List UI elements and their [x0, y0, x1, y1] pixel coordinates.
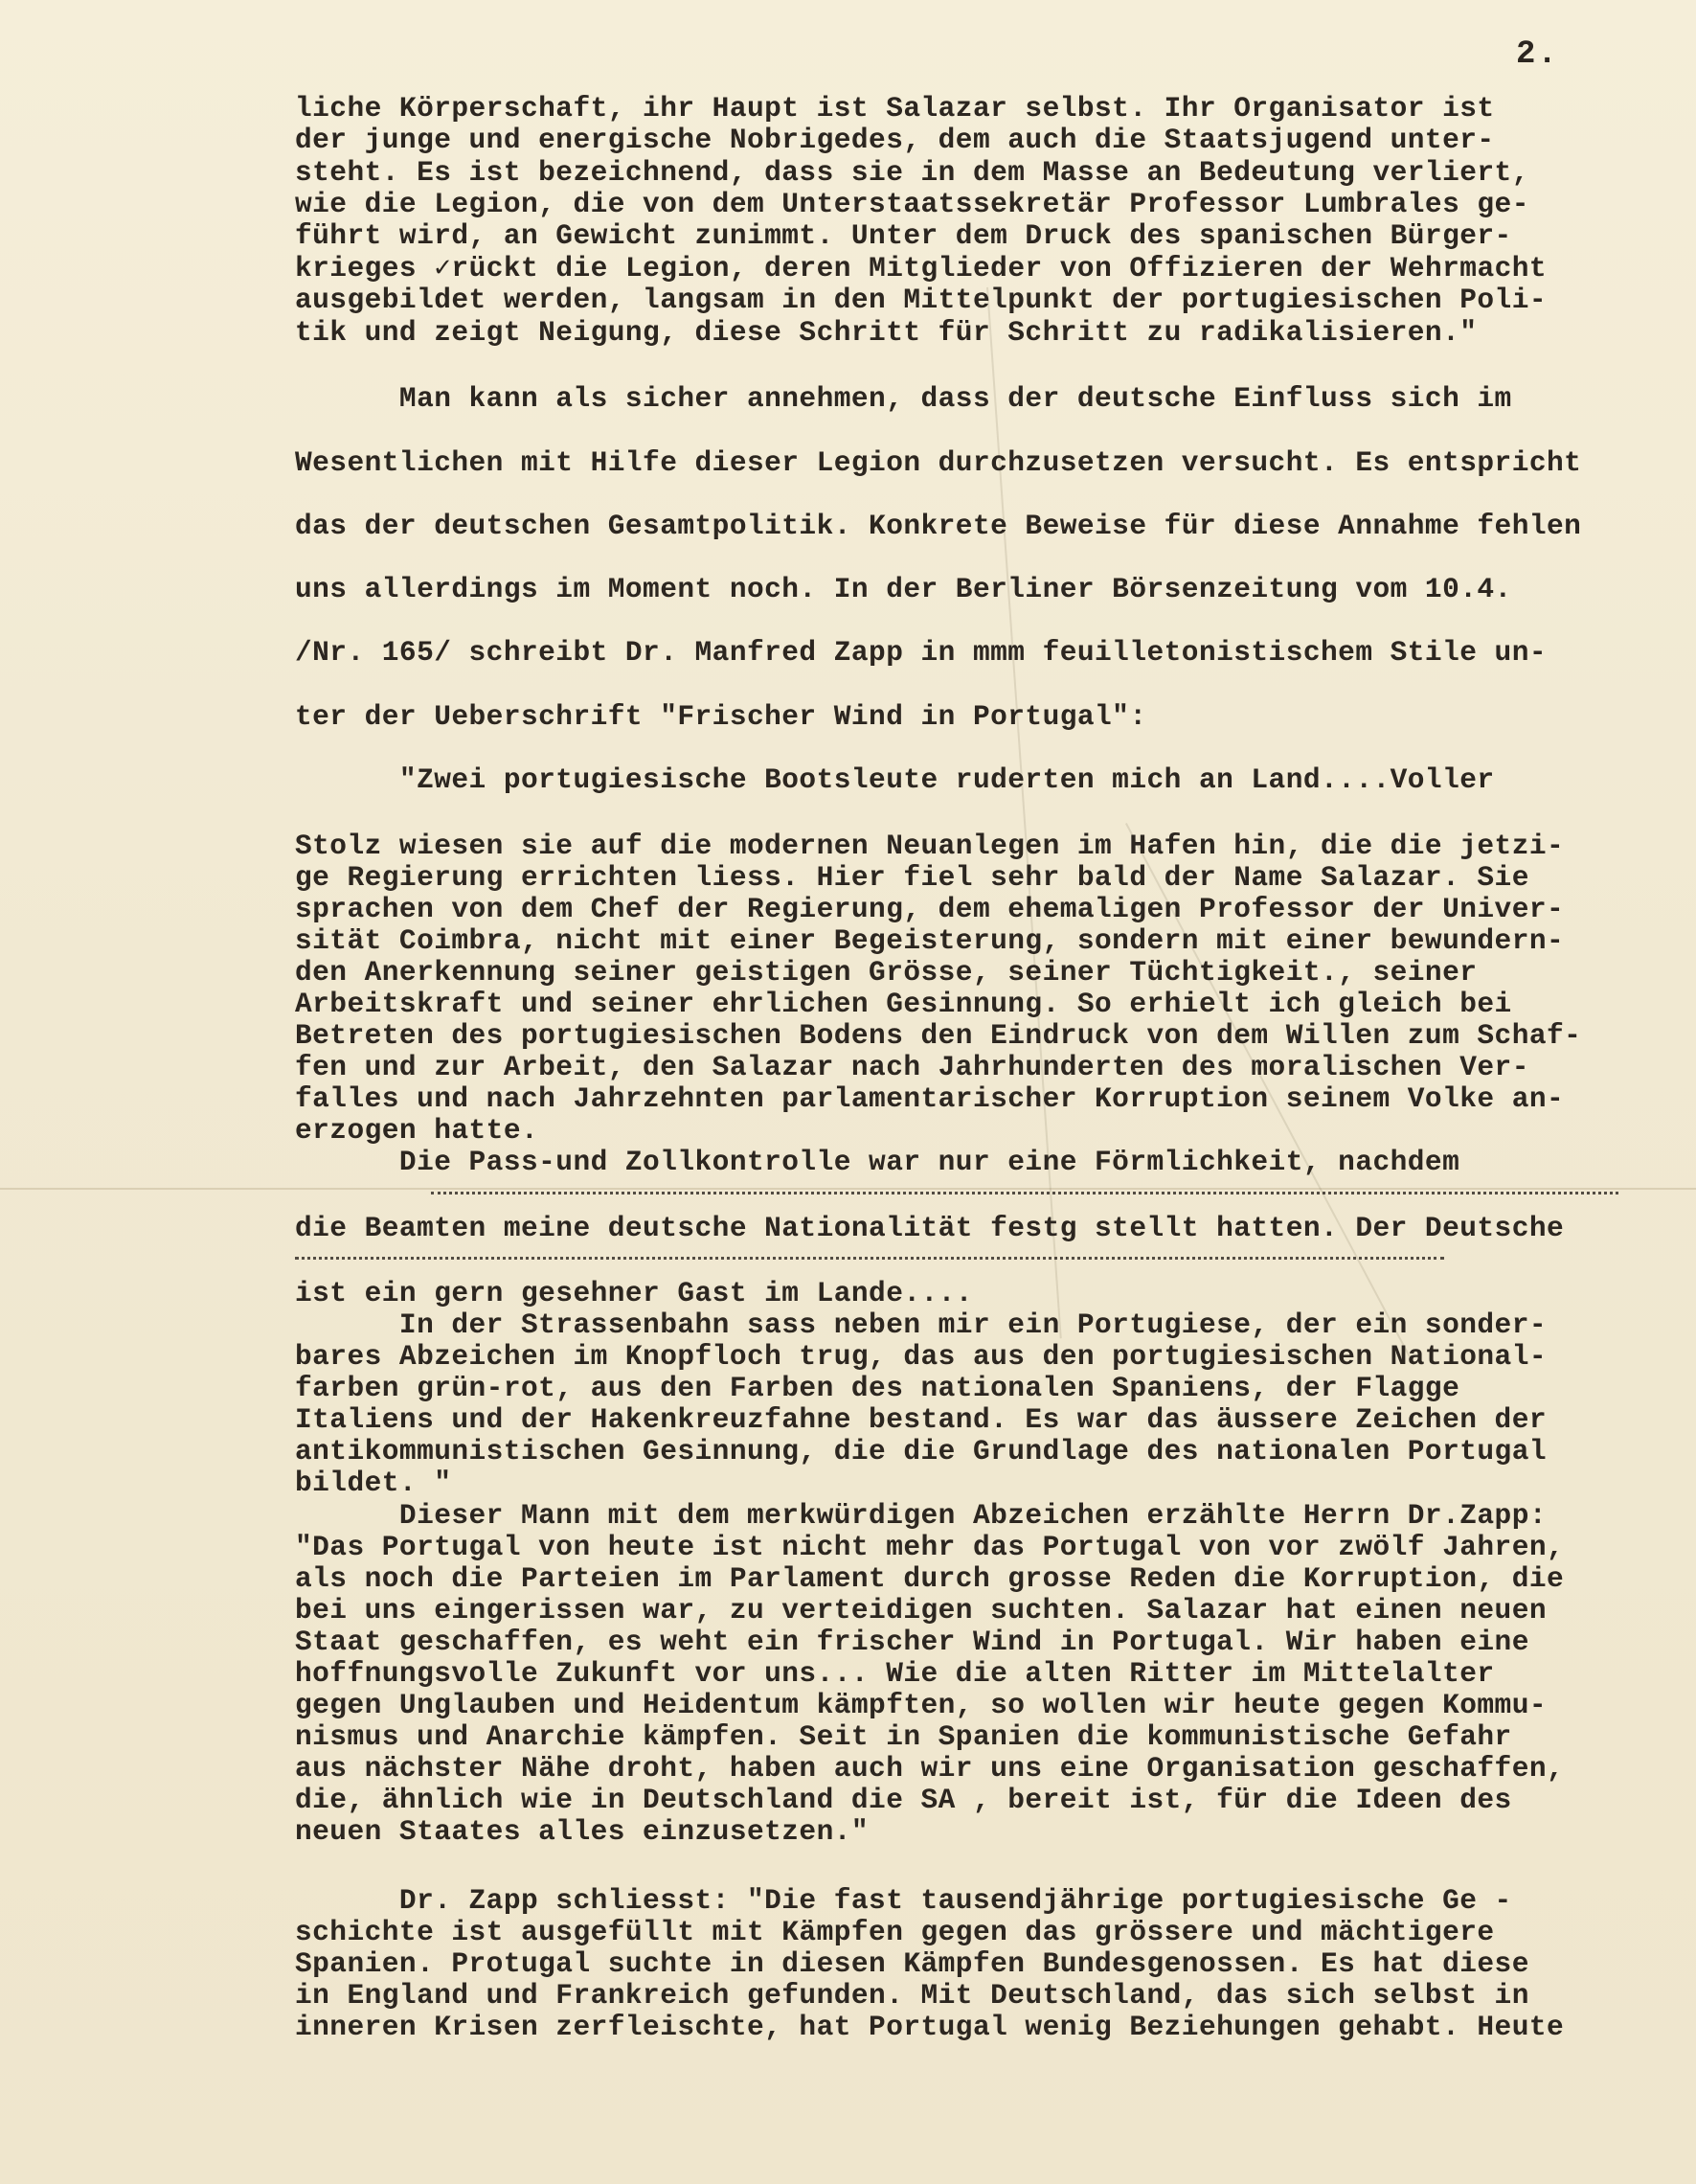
- text-line: den Anerkennung seiner geistigen Grösse, seiner Tüchtigkeit., seiner: [295, 956, 1478, 989]
- text-line: bares Abzeichen im Knopfloch trug, das aus den portugiesischen National-: [295, 1340, 1548, 1373]
- text-line: gegen Unglauben und Heidentum kämpften, so wollen wir heute gegen Kommu-: [295, 1689, 1548, 1721]
- text-line: uns allerdings im Moment noch. In der Berliner Börsenzeitung vom 10.4.: [295, 573, 1512, 605]
- text-line: ist ein gern gesehner Gast im Lande....: [295, 1277, 973, 1309]
- text-line: sität Coimbra, nicht mit einer Begeisterung, sondern mit einer bewundern-: [295, 924, 1565, 957]
- text-line: Dr. Zapp schliesst: "Die fast tausendjährige portugiesische Ge -: [295, 1884, 1512, 1917]
- text-line: antikommunistischen Gesinnung, die die Grundlage des nationalen Portugal: [295, 1435, 1548, 1467]
- text-line: Spanien. Protugal suchte in diesen Kämpfen Bundesgenossen. Es hat diese: [295, 1947, 1529, 1980]
- text-line: Die Pass-und Zollkontrolle war nur eine Förmlichkeit, nachdem: [295, 1146, 1460, 1178]
- text-line: Italiens und der Hakenkreuzfahne bestand. Es war das äussere Zeichen der: [295, 1403, 1548, 1436]
- text-line: fen und zur Arbeit, den Salazar nach Jahrhunderten des moralischen Ver-: [295, 1051, 1529, 1083]
- text-line: /Nr. 165/ schreibt Dr. Manfred Zapp in mmm feuilletonistischem Stile un-: [295, 636, 1548, 669]
- text-line: Arbeitskraft und seiner ehrlichen Gesinnung. So erhielt ich gleich bei: [295, 988, 1512, 1020]
- text-line: Wesentlichen mit Hilfe dieser Legion durchzusetzen versucht. Es entspricht: [295, 446, 1582, 479]
- text-line: als noch die Parteien im Parlament durch grosse Reden die Korruption, die: [295, 1562, 1565, 1595]
- text-line: steht. Es ist bezeichnend, dass sie in dem Masse an Bedeutung verliert,: [295, 156, 1529, 189]
- page-number: 2.: [1516, 36, 1559, 73]
- text-line: ausgebildet werden, langsam in den Mittelpunkt der portugiesischen Poli-: [295, 284, 1548, 316]
- text-line: wie die Legion, die von dem Unterstaatssekretär Professor Lumbrales ge-: [295, 188, 1529, 220]
- paper-crease: [986, 287, 1062, 1338]
- text-line: tik und zeigt Neigung, diese Schritt für Schritt zu radikalisieren.": [295, 316, 1478, 349]
- text-line: bildet. ": [295, 1467, 452, 1499]
- text-line: Dieser Mann mit dem merkwürdigen Abzeichen erzählte Herrn Dr.Zapp:: [295, 1499, 1548, 1532]
- text-line: Man kann als sicher annehmen, dass der deutsche Einfluss sich im: [295, 382, 1512, 415]
- text-line: Betreten des portugiesischen Bodens den Eindruck von dem Willen zum Schaf-: [295, 1019, 1582, 1052]
- text-line: aus nächster Nähe droht, haben auch wir uns eine Organisation geschaffen,: [295, 1752, 1565, 1785]
- text-line: hoffnungsvolle Zukunft vor uns... Wie die alten Ritter im Mittelalter: [295, 1657, 1495, 1690]
- text-line: schichte ist ausgefüllt mit Kämpfen gegen das grössere und mächtigere: [295, 1916, 1495, 1948]
- text-line: führt wird, an Gewicht zunimmt. Unter dem Druck des spanischen Bürger-: [295, 219, 1512, 252]
- text-line: das der deutschen Gesamtpolitik. Konkrete Beweise für diese Annahme fehlen: [295, 510, 1582, 542]
- text-line: nismus und Anarchie kämpfen. Seit in Spanien die kommunistische Gefahr: [295, 1720, 1512, 1753]
- text-line: falles und nach Jahrzehnten parlamentarischer Korruption seinem Volke an-: [295, 1082, 1565, 1115]
- text-line: Staat geschaffen, es weht ein frischer Wind in Portugal. Wir haben eine: [295, 1626, 1529, 1658]
- text-line: inneren Krisen zerfleischte, hat Portugal wenig Beziehungen gehabt. Heute: [295, 2011, 1565, 2043]
- text-line: ter der Ueberschrift "Frischer Wind in Portugal":: [295, 700, 1147, 733]
- text-line: "Zwei portugiesische Bootsleute ruderten mich an Land....Voller: [295, 763, 1495, 796]
- text-line: erzogen hatte.: [295, 1114, 539, 1147]
- text-line: liche Körperschaft, ihr Haupt ist Salazar selbst. Ihr Organisator ist: [295, 92, 1495, 125]
- text-line: farben grün-rot, aus den Farben des nationalen Spaniens, der Flagge: [295, 1372, 1460, 1404]
- text-line: ge Regierung errichten liess. Hier fiel sehr bald der Name Salazar. Sie: [295, 861, 1529, 894]
- text-line: Stolz wiesen sie auf die modernen Neuanlegen im Hafen hin, die die jetzi-: [295, 830, 1565, 862]
- paper-fold: [0, 1188, 1696, 1190]
- text-line: sprachen von dem Chef der Regierung, dem ehemaligen Professor der Univer-: [295, 893, 1565, 925]
- text-line: in England und Frankreich gefunden. Mit Deutschland, das sich selbst in: [295, 1979, 1529, 2012]
- text-line: die Beamten meine deutsche Nationalität festg stellt hatten. Der Deutsche: [295, 1212, 1565, 1244]
- underline-rule: [295, 1257, 1444, 1260]
- text-line: "Das Portugal von heute ist nicht mehr das Portugal von vor zwölf Jahren,: [295, 1531, 1565, 1563]
- text-line: der junge und energische Nobrigedes, dem auch die Staatsjugend unter-: [295, 124, 1495, 156]
- text-line: In der Strassenbahn sass neben mir ein Portugiese, der ein sonder-: [295, 1308, 1548, 1341]
- text-line: die, ähnlich wie in Deutschland die SA , bereit ist, für die Ideen des: [295, 1784, 1512, 1816]
- text-line: neuen Staates alles einzusetzen.": [295, 1815, 870, 1848]
- text-line: bei uns eingerissen war, zu verteidigen suchten. Salazar hat einen neuen: [295, 1594, 1548, 1627]
- text-line: krieges ✓rückt die Legion, deren Mitglieder von Offizieren der Wehrmacht: [295, 252, 1548, 284]
- underline-rule: [431, 1192, 1618, 1194]
